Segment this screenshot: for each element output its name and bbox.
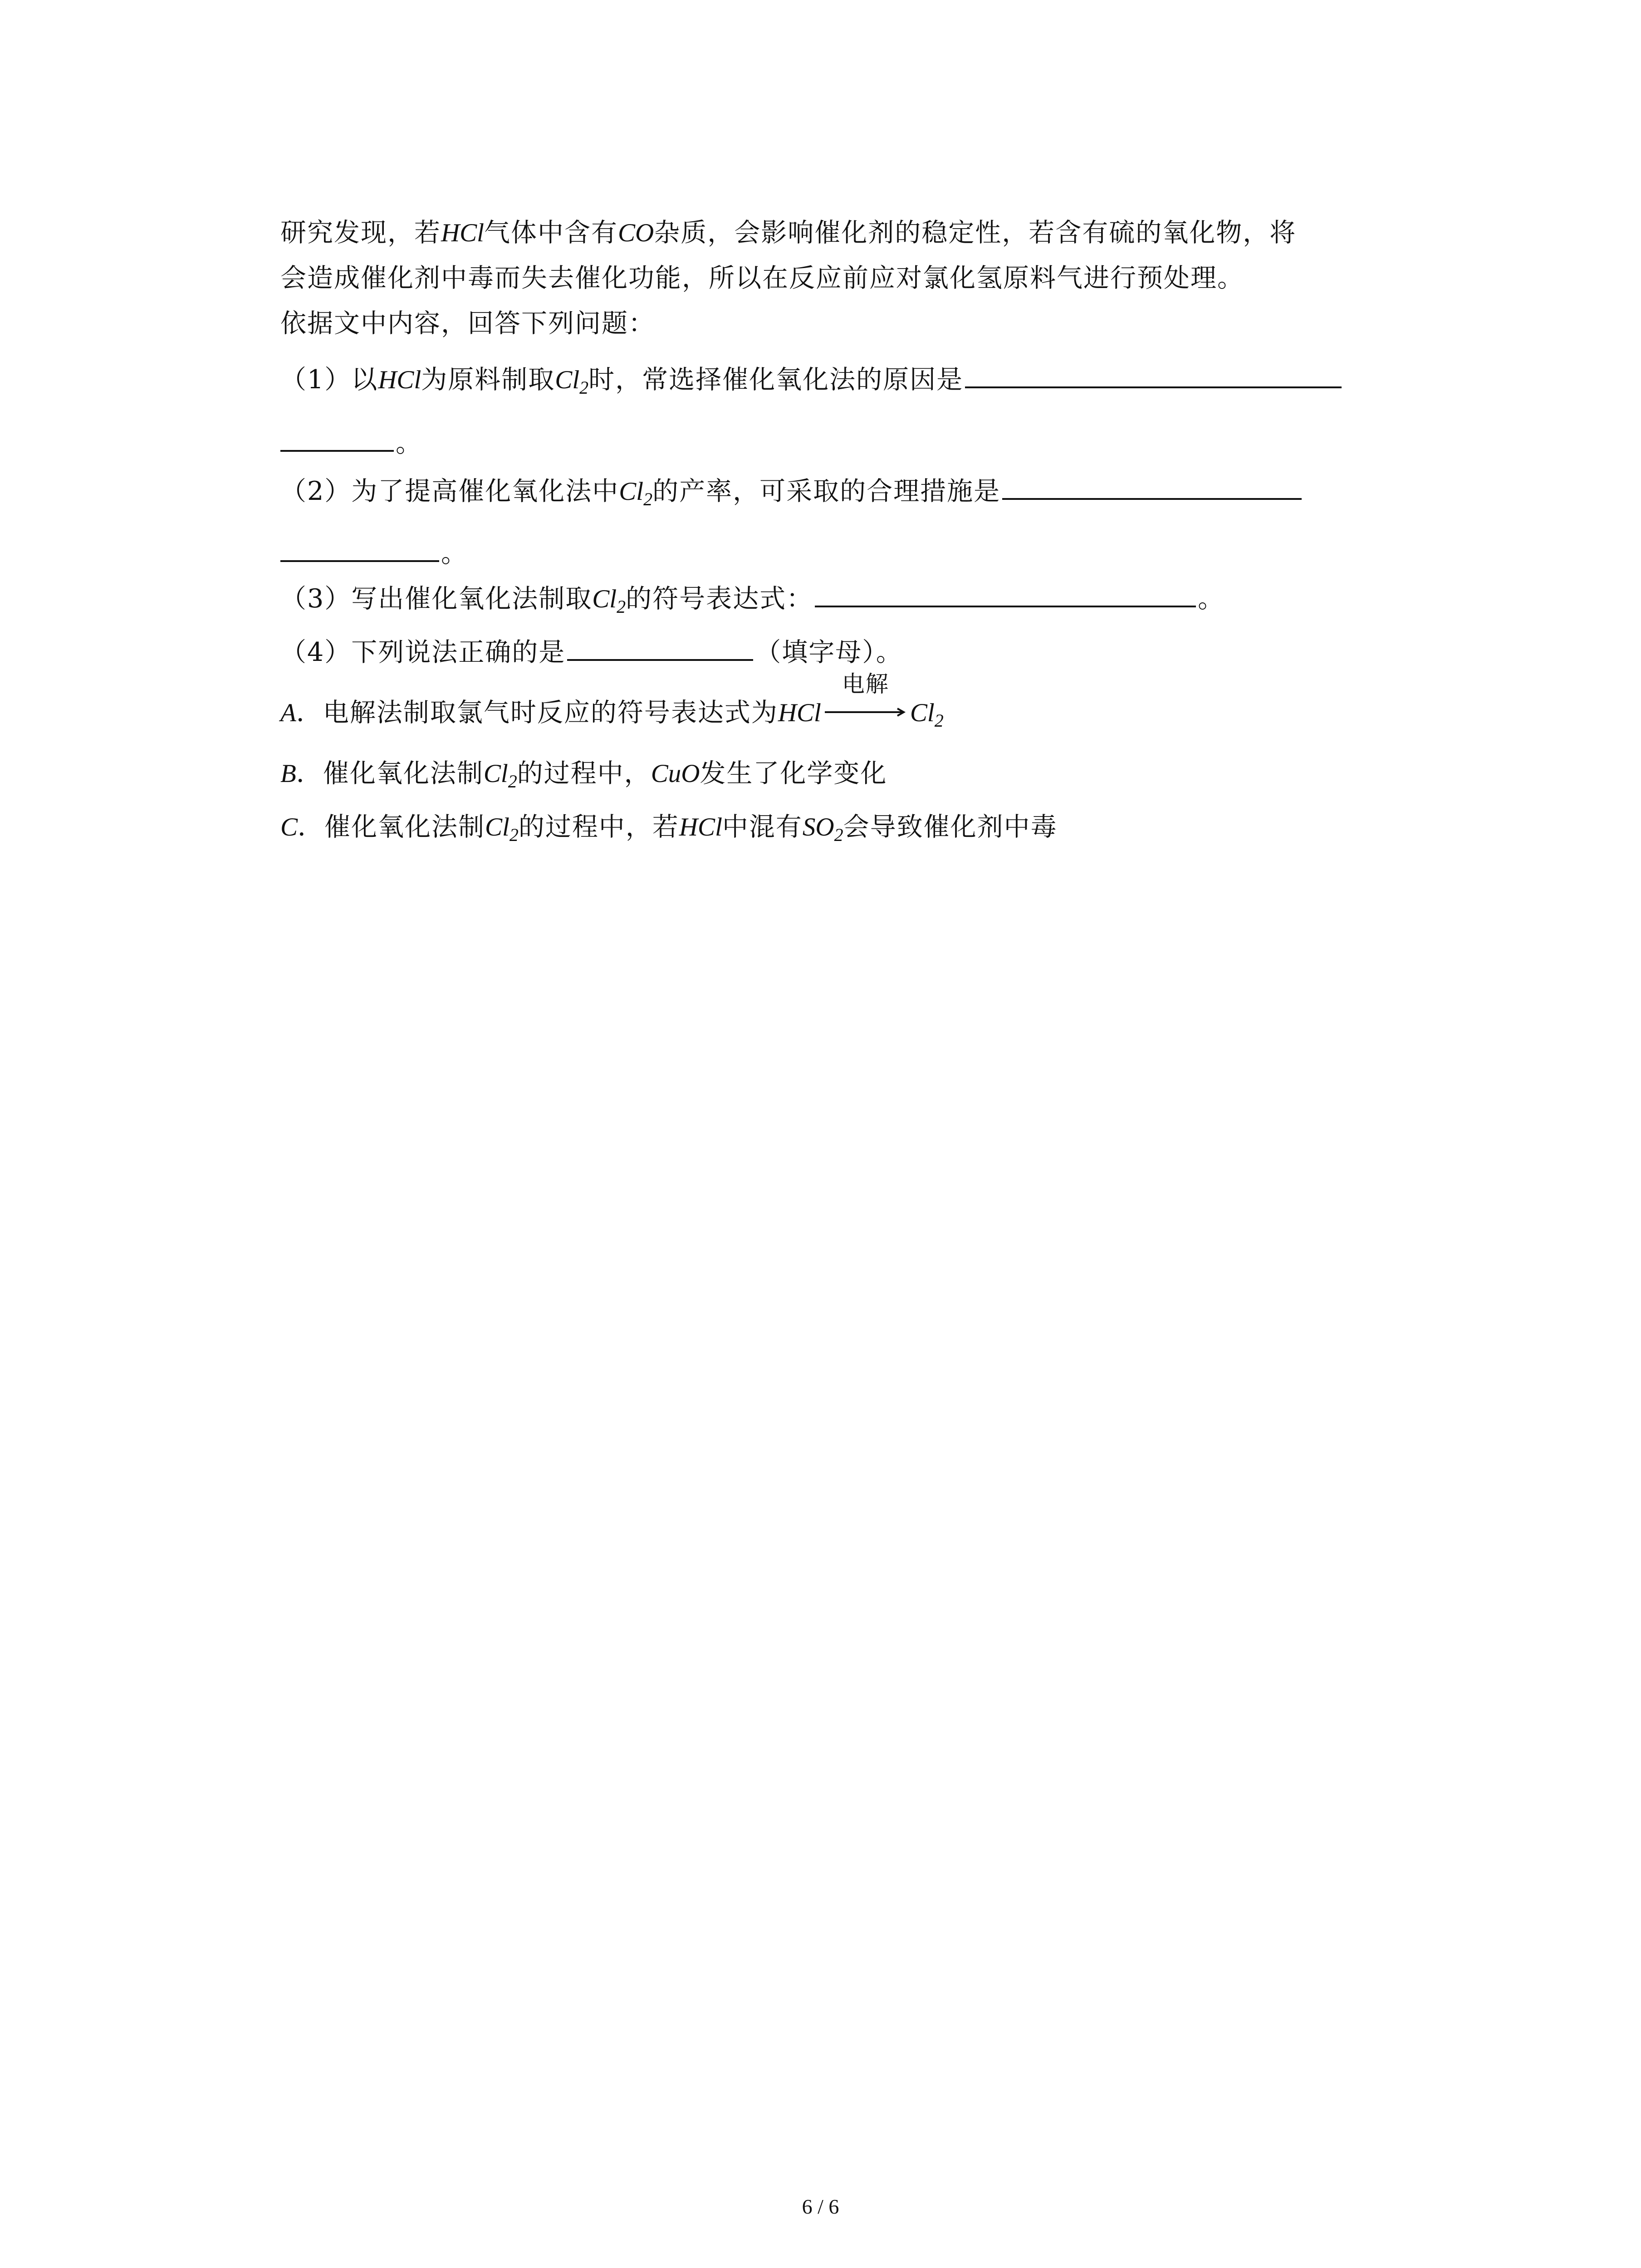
- text: ．电解法制取氯气时反应的符号表达式为: [296, 698, 778, 728]
- option-a: [280, 671, 944, 731]
- formula-co: CO: [618, 219, 654, 247]
- text: 时，常选择催化氧化法的原因是: [588, 365, 964, 395]
- text: 中混有: [722, 812, 803, 842]
- formula-hcl: HCl: [679, 813, 722, 841]
- text: 。: [396, 428, 422, 458]
- option-letter: A: [280, 699, 296, 727]
- text: （填字母）。: [755, 637, 903, 667]
- option-letter: B: [280, 759, 296, 788]
- question-3: [280, 578, 1225, 617]
- question-4: [280, 632, 903, 670]
- formula-hcl: HCl: [378, 366, 421, 394]
- formula-cl2: $Cl_2$: [483, 759, 517, 792]
- formula-cl2: $Cl_2$: [910, 699, 944, 731]
- arrow-condition-label: 电解: [842, 671, 889, 697]
- question-2: [280, 471, 1303, 510]
- text: （4）下列说法正确的是: [280, 637, 566, 667]
- option-b: [280, 755, 887, 792]
- text: 的产率，可采取的合理措施是: [652, 476, 1001, 506]
- text: （3）写出催化氧化法制取: [280, 584, 593, 614]
- text: ．催化氧化法制: [296, 758, 484, 788]
- answer-blank-2[interactable]: [1002, 471, 1302, 500]
- option-letter: C: [280, 813, 298, 841]
- text: ．催化氧化法制: [298, 812, 485, 842]
- page-number: 6 / 6: [802, 2195, 839, 2218]
- paragraph-line-2: 会造成催化剂中毒而失去催化功能，所以在反应前应对氯化氢原料气进行预处理。: [280, 263, 1244, 293]
- text: 研究发现，若: [280, 218, 441, 248]
- question-2-continued: [280, 533, 468, 572]
- text: 的过程中，若: [518, 812, 679, 842]
- text: 的过程中，: [517, 758, 651, 788]
- paragraph-line-3: 依据文中内容，回答下列问题：: [280, 308, 655, 338]
- formula-so2: $SO_2$: [802, 813, 843, 845]
- formula-hcl: HCl: [441, 219, 485, 247]
- question-1: [280, 359, 1343, 398]
- formula-cl2: $Cl_2$: [619, 477, 653, 509]
- answer-blank-2-cont[interactable]: [280, 533, 439, 562]
- option-c: [280, 809, 1058, 846]
- question-1-continued: [280, 423, 422, 461]
- text: 。: [441, 538, 468, 568]
- answer-blank-3[interactable]: [815, 578, 1196, 607]
- formula-cl2: $Cl_2$: [592, 585, 626, 617]
- text: 气体中含有: [484, 218, 618, 248]
- arrow-icon: [825, 708, 906, 717]
- text: 为原料制取: [421, 365, 555, 395]
- answer-blank-1[interactable]: [965, 359, 1342, 388]
- text: 杂质，会影响催化剂的稳定性，若含有硫的氧化物，将: [654, 218, 1297, 248]
- answer-blank-1-cont[interactable]: [280, 423, 394, 452]
- text: 。: [1198, 584, 1225, 614]
- paragraph-line-1: [280, 215, 1296, 251]
- formula-cuo: CuO: [651, 759, 700, 788]
- text: 的符号表达式：: [626, 584, 813, 614]
- answer-blank-4[interactable]: [567, 632, 753, 661]
- reaction-arrow: [825, 671, 906, 721]
- text: （1）以: [280, 365, 378, 395]
- formula-hcl: HCl: [778, 699, 821, 727]
- formula-cl2: $Cl_2$: [555, 366, 589, 398]
- text: 会导致催化剂中毒: [843, 812, 1058, 842]
- text: 发生了化学变化: [700, 758, 887, 788]
- formula-cl2: $Cl_2$: [485, 813, 519, 845]
- text: （2）为了提高催化氧化法中: [280, 476, 619, 506]
